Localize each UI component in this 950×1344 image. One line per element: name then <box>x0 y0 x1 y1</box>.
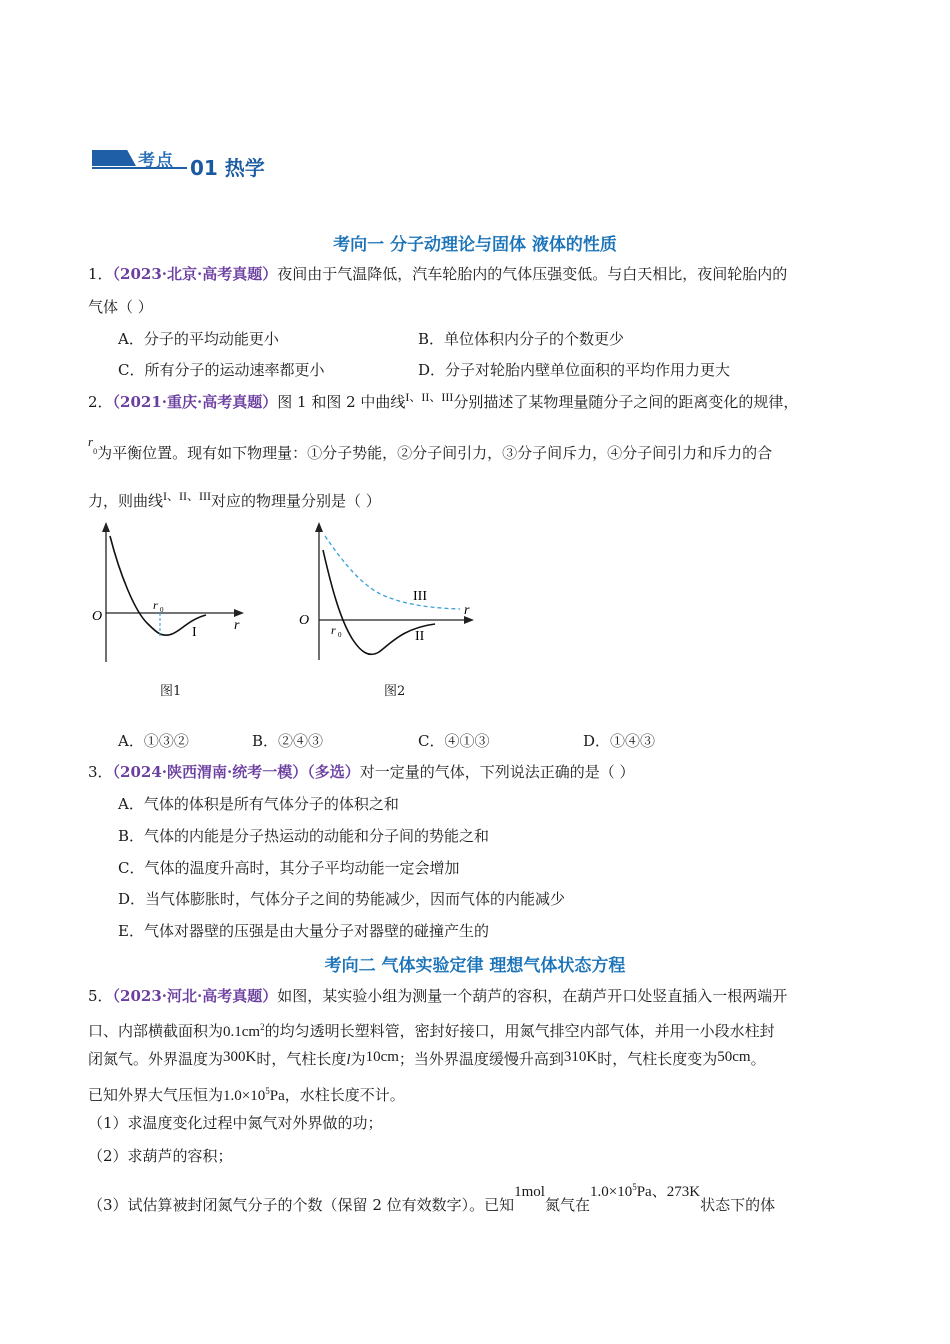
fig1-r0-sub: 0 <box>160 606 164 614</box>
q5-sub3: （3）试估算被封闭氮气分子的个数（保留 2 位有效数字）。已知1mol氮气在$1.0\times 10^5Pa$、273K状态下的体 <box>88 1182 776 1214</box>
q3-option-c: C．气体的温度升高时，其分子平均动能一定会增加 <box>118 859 460 877</box>
header-title: 01 热学 <box>190 156 265 180</box>
q1-option-d: D．分子对轮胎内壁单位面积的平均作用力更大 <box>418 361 731 379</box>
q2-line2: $r_0$为平衡位置。现有如下物理量：①分子势能，②分子间引力，③分子间斥力，④分子间引力和斥力的合 <box>88 434 773 462</box>
fig1-origin: O <box>92 609 103 624</box>
fig1-curve-i <box>110 536 206 635</box>
q3-option-b: B．气体的内能是分子热运动的动能和分子间的势能之和 <box>118 827 490 845</box>
fig1-caption: 图1 <box>160 684 182 699</box>
figure-1 <box>90 520 250 670</box>
q2-line3: 力，则曲线$^{I、II、III}$对应的物理量分别是（ ） <box>88 489 381 510</box>
q1-option-c: C．所有分子的运动速率都更小 <box>118 361 325 379</box>
fig2-curve-iii-label: III <box>413 589 427 604</box>
fig2-r-label: r <box>464 603 470 618</box>
q1-option-b: B．单位体积内分子的个数更少 <box>418 330 625 348</box>
fig2-caption: 图2 <box>384 684 406 699</box>
q1-line2: 气体（ ） <box>88 298 153 316</box>
q2-option-b: B．②④③ <box>252 732 324 750</box>
fig1-curve-label: I <box>192 625 197 640</box>
section-title-2: 考向二 气体实验定律 理想气体状态方程 <box>324 956 626 976</box>
q2-option-a: A．①③② <box>118 732 189 750</box>
fig2-curve-iii <box>325 536 460 609</box>
fig2-r0-sub: 0 <box>338 631 342 639</box>
q5-line2: 口、内部横截面积为$0.1cm^2$的均匀透明长塑料管，密封好接口，用氮气排空内部气体，并用一小段水柱封 <box>88 1022 775 1040</box>
fig1-r-label: r <box>234 618 240 633</box>
q1-option-a: A．分子的平均动能更小 <box>118 330 279 348</box>
header-bar-icon <box>92 150 136 166</box>
figure-2 <box>295 520 480 670</box>
q2-option-c: C．④①③ <box>418 732 490 750</box>
fig2-r0: r <box>331 623 336 637</box>
fig2-origin: O <box>299 613 310 628</box>
fig2-y-arrow-icon <box>315 522 323 532</box>
fig1-r0: r <box>153 598 158 612</box>
section-title-1: 考向一 分子动理论与固体 液体的性质 <box>333 235 617 255</box>
q3-option-a: A．气体的体积是所有气体分子的体积之和 <box>118 795 399 813</box>
q5-line1: 5．（2023·河北·高考真题）如图，某实验小组为测量一个葫芦的容积，在葫芦开口处竖直插入一根两端开 <box>88 987 788 1005</box>
fig1-x-arrow-icon <box>234 609 244 617</box>
q5-line3: 闭氮气。外界温度为300K时，气柱长度l为10cm；当外界温度缓慢升高到310K时，气柱长度变为50cm。 <box>88 1049 766 1068</box>
header-label: 考点 <box>138 151 174 171</box>
q2-option-d: D．①④③ <box>583 732 656 750</box>
q5-sub2: （2）求葫芦的容积； <box>88 1147 233 1165</box>
fig1-y-arrow-icon <box>102 522 110 532</box>
q5-line4: 已知外界大气压恒为$1.0\times 10^5Pa$，水柱长度不计。 <box>88 1086 405 1104</box>
q1-line1: 1．（2023·北京·高考真题）夜间由于气温降低，汽车轮胎内的气体压强变低。与白天相比，夜间轮胎内的 <box>88 265 788 283</box>
q3-option-e: E．气体对器壁的压强是由大量分子对器壁的碰撞产生的 <box>118 922 489 940</box>
q2-line1: 2．（2021·重庆·高考真题）图 1 和图 2 中曲线$^{I、II、III}$分别描述了某物理量随分子之间的距离变化的规律， <box>88 390 799 411</box>
fig2-curve-ii-label: II <box>415 629 425 644</box>
q3-line1: 3．（2024·陕西渭南·统考一模）（多选）对一定量的气体，下列说法正确的是（ ） <box>88 763 635 781</box>
q3-option-d: D．当气体膨胀时，气体分子之间的势能减少，因而气体的内能减少 <box>118 890 566 908</box>
q5-sub1: （1）求温度变化过程中氮气对外界做的功； <box>88 1114 383 1132</box>
